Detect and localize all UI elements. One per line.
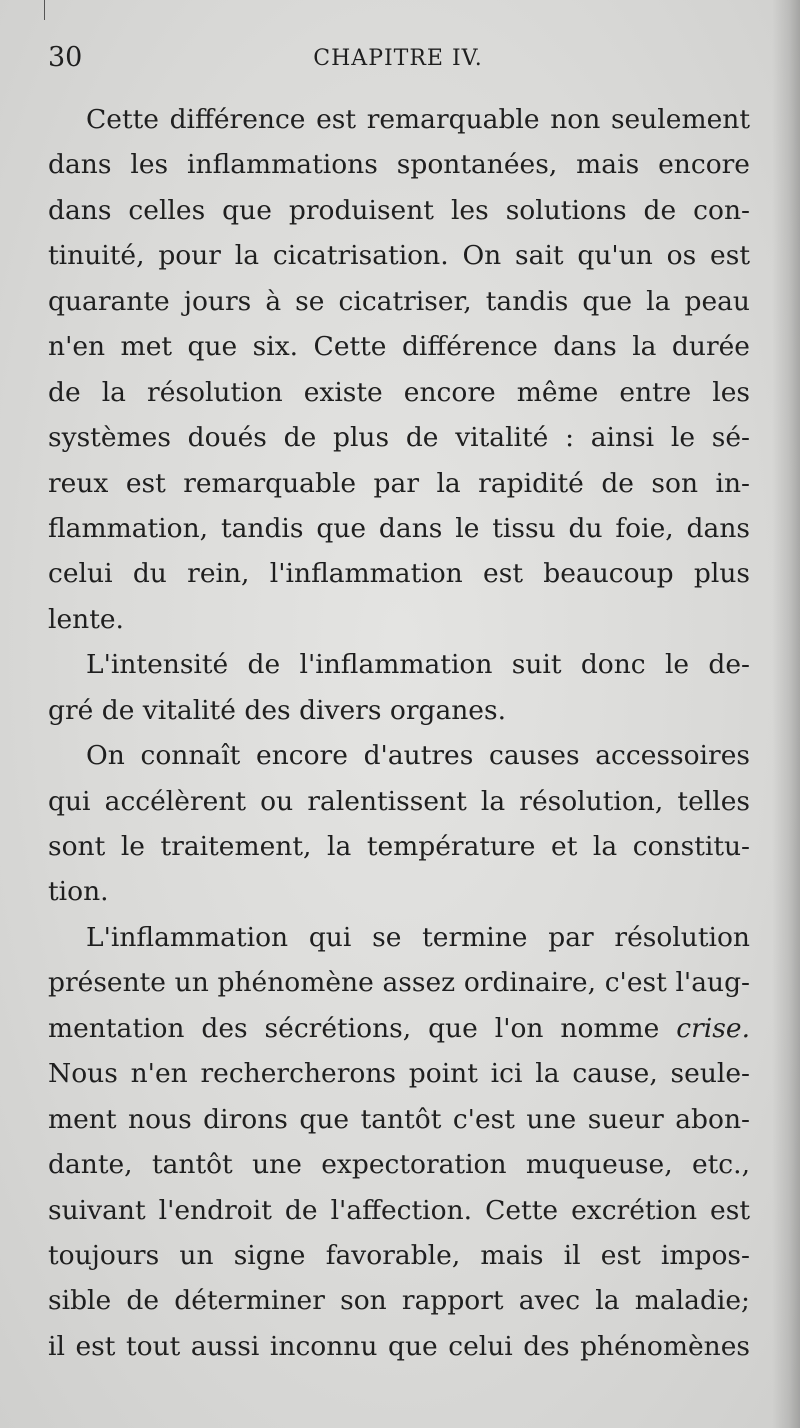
text-line: flammation, tandis que dans le tissu du foie, dans — [48, 512, 750, 544]
text-line: On connaît encore d'autres causes accessoires — [86, 740, 750, 772]
text-line: lente. — [48, 603, 124, 635]
text-line: reux est remarquable par la rapidité de son in- — [48, 467, 750, 499]
text-line: tion. — [48, 876, 109, 908]
text-line: dante, tantôt une expectoration muqueuse, etc., — [48, 1149, 750, 1181]
text-line: tinuité, pour la cicatrisation. On sait qu'un os est — [48, 240, 750, 272]
text-line: L'intensité de l'inflammation suit donc le de- — [86, 649, 750, 681]
text-line: il est tout aussi inconnu que celui des phénomènes — [48, 1330, 750, 1362]
text-line: suivant l'endroit de l'affection. Cette excrétion est — [48, 1194, 750, 1226]
text-line: Nous n'en rechercherons point ici la cause, seule- — [48, 1058, 750, 1090]
text-line: Cette différence est remarquable non seulement — [86, 104, 750, 135]
text-line: ment nous dirons que tantôt c'est une sueur abon- — [48, 1103, 750, 1135]
text-line: n'en met que six. Cette différence dans la durée — [48, 331, 750, 363]
text-line: de la résolution existe encore même entre les — [48, 376, 750, 408]
text-line: toujours un signe favorable, mais il est impos- — [48, 1239, 750, 1271]
text-line: qui accélèrent ou ralentissent la résolution, telles — [48, 785, 750, 817]
text-line — [48, 1006, 750, 1051]
emphasized-word: crise. — [676, 1012, 750, 1044]
text-line: L'inflammation qui se termine par résolution — [86, 921, 750, 953]
page-edge-shadow — [772, 0, 800, 1428]
body-text — [48, 97, 750, 1369]
text-line: systèmes doués de plus de vitalité : ainsi le sé- — [48, 422, 750, 454]
text-line: dans celles que produisent les solutions de con- — [48, 194, 750, 226]
text-line: celui du rein, l'inflammation est beaucoup plus — [48, 558, 750, 590]
page-number: 30 — [48, 42, 83, 73]
running-header — [48, 42, 748, 82]
margin-mark — [44, 0, 45, 20]
text-line: présente un phénomène assez ordinaire, c'est l'aug- — [48, 967, 750, 999]
text-line: sible de déterminer son rapport avec la maladie; — [48, 1285, 750, 1317]
chapter-title: CHAPITRE IV. — [313, 46, 483, 71]
text-line: sont le traitement, la température et la constitu- — [48, 831, 750, 862]
text-line-start: mentation des sécrétions, que l'on nomme — [48, 1012, 660, 1044]
text-line: gré de vitalité des divers organes. — [48, 694, 507, 726]
text-line: dans les inflammations spontanées, mais encore — [48, 149, 750, 181]
text-line: quarante jours à se cicatriser, tandis que la peau — [48, 285, 750, 317]
